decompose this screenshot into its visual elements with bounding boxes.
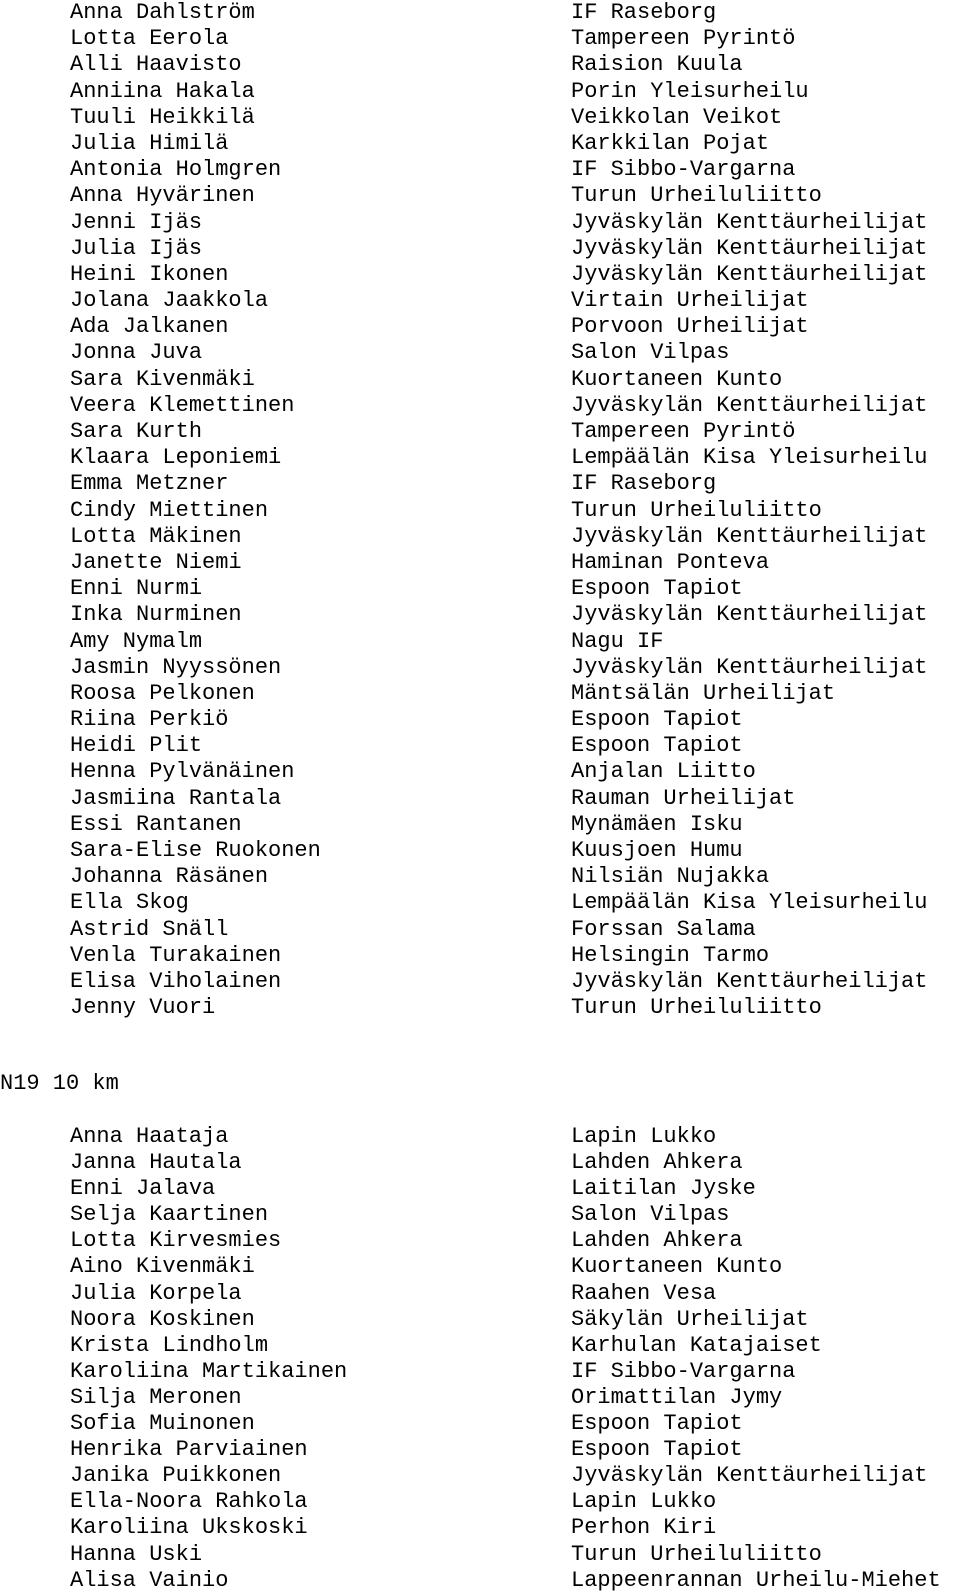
club-name: Anjalan Liitto — [571, 759, 756, 785]
athlete-name: Henna Pylvänäinen — [70, 759, 295, 785]
athlete-name: Aino Kivenmäki — [70, 1254, 255, 1280]
club-name: Jyväskylän Kenttäurheilijat — [571, 523, 928, 549]
club-name: Lempäälän Kisa Yleisurheilu — [571, 445, 928, 471]
participant-row — [0, 419, 960, 445]
participant-row — [0, 79, 960, 105]
club-name: Turun Urheiluliitto — [571, 1541, 822, 1567]
athlete-name: Lotta Eerola — [70, 26, 229, 52]
club-name: Espoon Tapiot — [571, 733, 743, 759]
athlete-name: Julia Ijäs — [70, 235, 203, 261]
club-name: Karkkilan Pojat — [571, 130, 770, 156]
participant-row — [0, 1254, 960, 1280]
club-name: Kuortaneen Kunto — [571, 366, 783, 392]
participant-row — [0, 759, 960, 785]
club-name: Jyväskylän Kenttäurheilijat — [571, 654, 928, 680]
athlete-name: Roosa Pelkonen — [70, 680, 255, 706]
club-name: Jyväskylän Kenttäurheilijat — [571, 392, 928, 418]
participant-row — [0, 471, 960, 497]
club-name: Nilsiän Nujakka — [571, 864, 770, 890]
participant-row — [0, 655, 960, 681]
club-name: Espoon Tapiot — [571, 1437, 743, 1463]
participant-row — [0, 864, 960, 890]
club-name: Lahden Ahkera — [571, 1150, 743, 1176]
club-name: Espoon Tapiot — [571, 576, 743, 602]
athlete-name: Krista Lindholm — [70, 1332, 269, 1358]
athlete-name: Antonia Holmgren — [70, 157, 282, 183]
participant-row — [0, 1176, 960, 1202]
club-name: Salon Vilpas — [571, 340, 730, 366]
club-name: Espoon Tapiot — [571, 707, 743, 733]
participant-row — [0, 131, 960, 157]
athlete-name: Emma Metzner — [70, 471, 229, 497]
athlete-name: Julia Korpela — [70, 1280, 242, 1306]
club-name: IF Raseborg — [571, 471, 717, 497]
participant-row — [0, 1359, 960, 1385]
participant-row — [0, 681, 960, 707]
participant-row — [0, 786, 960, 812]
participant-row — [0, 183, 960, 209]
participant-row — [0, 367, 960, 393]
athlete-name: Elisa Viholainen — [70, 968, 282, 994]
participant-row — [0, 969, 960, 995]
athlete-name: Jenny Vuori — [70, 995, 216, 1021]
club-name: Salon Vilpas — [571, 1202, 730, 1228]
athlete-name: Enni Nurmi — [70, 576, 203, 602]
athlete-name: Jasmiina Rantala — [70, 785, 282, 811]
participant-row — [0, 733, 960, 759]
participant-row — [0, 1437, 960, 1463]
club-name: Raahen Vesa — [571, 1280, 717, 1306]
athlete-name: Inka Nurminen — [70, 602, 242, 628]
athlete-name: Jolana Jaakkola — [70, 288, 269, 314]
club-name: Lappeenrannan Urheilu-Miehet — [571, 1567, 941, 1593]
participant-row — [0, 262, 960, 288]
club-name: Lapin Lukko — [571, 1489, 717, 1515]
club-name: Turun Urheiluliitto — [571, 497, 822, 523]
participant-row — [0, 1542, 960, 1568]
athlete-name: Sara Kurth — [70, 419, 203, 444]
club-name: Helsingin Tarmo — [571, 942, 770, 968]
participant-row — [0, 838, 960, 864]
athlete-name: Anna Dahlström — [70, 0, 255, 25]
participant-row — [0, 995, 960, 1021]
athlete-name: Hanna Uski — [70, 1541, 203, 1567]
participant-row — [0, 1411, 960, 1437]
participant-row — [0, 917, 960, 943]
athlete-name: Silja Meronen — [70, 1384, 242, 1410]
participant-row — [0, 1333, 960, 1359]
athlete-name: Selja Kaartinen — [70, 1202, 269, 1228]
club-name: IF Raseborg — [571, 0, 717, 25]
athlete-name: Johanna Räsänen — [70, 864, 269, 890]
participant-row — [0, 340, 960, 366]
club-name: Kuortaneen Kunto — [571, 1254, 783, 1280]
section-heading-n19: N19 10 km — [0, 1071, 119, 1096]
club-name: Mynämäen Isku — [571, 811, 743, 837]
athlete-name: Anna Haataja — [70, 1124, 229, 1149]
participant-row — [0, 1150, 960, 1176]
athlete-name: Henrika Parviainen — [70, 1437, 308, 1463]
athlete-name: Sofia Muinonen — [70, 1411, 255, 1437]
club-name: Jyväskylän Kenttäurheilijat — [571, 235, 928, 261]
athlete-name: Lotta Mäkinen — [70, 523, 242, 549]
participant-row — [0, 550, 960, 576]
participant-row — [0, 1307, 960, 1333]
athlete-name: Karoliina Martikainen — [70, 1358, 348, 1384]
club-name: Lahden Ahkera — [571, 1228, 743, 1254]
club-name: Turun Urheiluliitto — [571, 183, 822, 209]
athlete-name: Venla Turakainen — [70, 942, 282, 968]
participant-row — [0, 26, 960, 52]
participant-row — [0, 498, 960, 524]
participant-row — [0, 629, 960, 655]
participant-row — [0, 890, 960, 916]
athlete-name: Alisa Vainio — [70, 1567, 229, 1593]
participant-row — [0, 314, 960, 340]
athlete-name: Noora Koskinen — [70, 1306, 255, 1332]
club-name: Orimattilan Jymy — [571, 1384, 783, 1410]
club-name: Veikkolan Veikot — [571, 104, 783, 130]
club-name: Raision Kuula — [571, 52, 743, 78]
participant-row — [0, 105, 960, 131]
athlete-name: Ella-Noora Rahkola — [70, 1489, 308, 1515]
club-name: Espoon Tapiot — [571, 1411, 743, 1437]
athlete-name: Anniina Hakala — [70, 78, 255, 104]
participant-row — [0, 210, 960, 236]
participant-row — [0, 288, 960, 314]
club-name: Forssan Salama — [571, 916, 756, 942]
participant-row — [0, 576, 960, 602]
athlete-name: Karoliina Ukskoski — [70, 1515, 308, 1541]
club-name: Säkylän Urheilijat — [571, 1306, 809, 1332]
athlete-name: Ella Skog — [70, 890, 189, 916]
club-name: Haminan Ponteva — [571, 549, 770, 575]
athlete-name: Amy Nymalm — [70, 628, 203, 654]
participant-row — [0, 1281, 960, 1307]
athlete-name: Alli Haavisto — [70, 52, 242, 78]
club-name: Tampereen Pyrintö — [571, 26, 796, 52]
club-name: Mäntsälän Urheilijat — [571, 680, 836, 706]
club-name: Jyväskylän Kenttäurheilijat — [571, 602, 928, 628]
participant-row — [0, 1385, 960, 1411]
athlete-name: Jonna Juva — [70, 340, 203, 366]
club-name: Lempäälän Kisa Yleisurheilu — [571, 890, 928, 916]
participant-row — [0, 812, 960, 838]
athlete-name: Janna Hautala — [70, 1150, 242, 1176]
athlete-name: Tuuli Heikkilä — [70, 104, 255, 130]
club-name: Perhon Kiri — [571, 1515, 717, 1541]
club-name: Tampereen Pyrintö — [571, 419, 796, 444]
athlete-name: Essi Rantanen — [70, 811, 242, 837]
athlete-name: Klaara Leponiemi — [70, 445, 282, 471]
athlete-name: Ada Jalkanen — [70, 314, 229, 340]
athlete-name: Janika Puikkonen — [70, 1463, 282, 1489]
club-name: Porin Yleisurheilu — [571, 78, 809, 104]
club-name: Laitilan Jyske — [571, 1176, 756, 1202]
participant-row — [0, 1124, 960, 1150]
participant-row — [0, 1489, 960, 1515]
club-name: Jyväskylän Kenttäurheilijat — [571, 261, 928, 287]
participant-row — [0, 393, 960, 419]
participant-row — [0, 157, 960, 183]
athlete-name: Heini Ikonen — [70, 261, 229, 287]
participant-row — [0, 1202, 960, 1228]
participant-row — [0, 707, 960, 733]
participant-row — [0, 602, 960, 628]
athlete-name: Janette Niemi — [70, 549, 242, 575]
athlete-name: Jenni Ijäs — [70, 209, 203, 235]
participant-row — [0, 943, 960, 969]
athlete-name: Riina Perkiö — [70, 707, 229, 733]
participant-row — [0, 1228, 960, 1254]
club-name: Turun Urheiluliitto — [571, 995, 822, 1021]
athlete-name: Veera Klemettinen — [70, 392, 295, 418]
athlete-name: Sara-Elise Ruokonen — [70, 838, 321, 863]
club-name: Jyväskylän Kenttäurheilijat — [571, 209, 928, 235]
club-name: Rauman Urheilijat — [571, 785, 796, 811]
athlete-name: Cindy Miettinen — [70, 497, 269, 523]
participant-row — [0, 1568, 960, 1594]
athlete-name: Lotta Kirvesmies — [70, 1228, 282, 1254]
participant-row — [0, 236, 960, 262]
club-name: Jyväskylän Kenttäurheilijat — [571, 1463, 928, 1489]
athlete-name: Sara Kivenmäki — [70, 366, 255, 392]
athlete-name: Jasmin Nyyssönen — [70, 654, 282, 680]
athlete-name: Enni Jalava — [70, 1176, 216, 1202]
club-name: Lapin Lukko — [571, 1124, 717, 1149]
club-name: Porvoon Urheilijat — [571, 314, 809, 340]
participant-row — [0, 1463, 960, 1489]
participant-row — [0, 1515, 960, 1541]
athlete-name: Julia Himilä — [70, 130, 229, 156]
club-name: Nagu IF — [571, 628, 664, 654]
club-name: Kuusjoen Humu — [571, 838, 743, 863]
club-name: Jyväskylän Kenttäurheilijat — [571, 968, 928, 994]
athlete-name: Astrid Snäll — [70, 916, 229, 942]
participant-row — [0, 0, 960, 26]
club-name: IF Sibbo-Vargarna — [571, 1358, 796, 1384]
participant-row — [0, 445, 960, 471]
participant-row — [0, 52, 960, 78]
club-name: Virtain Urheilijat — [571, 288, 809, 314]
club-name: Karhulan Katajaiset — [571, 1332, 822, 1358]
athlete-name: Heidi Plit — [70, 733, 203, 759]
athlete-name: Anna Hyvärinen — [70, 183, 255, 209]
participant-list-n19 — [0, 1124, 960, 1594]
club-name: IF Sibbo-Vargarna — [571, 157, 796, 183]
participant-row — [0, 524, 960, 550]
